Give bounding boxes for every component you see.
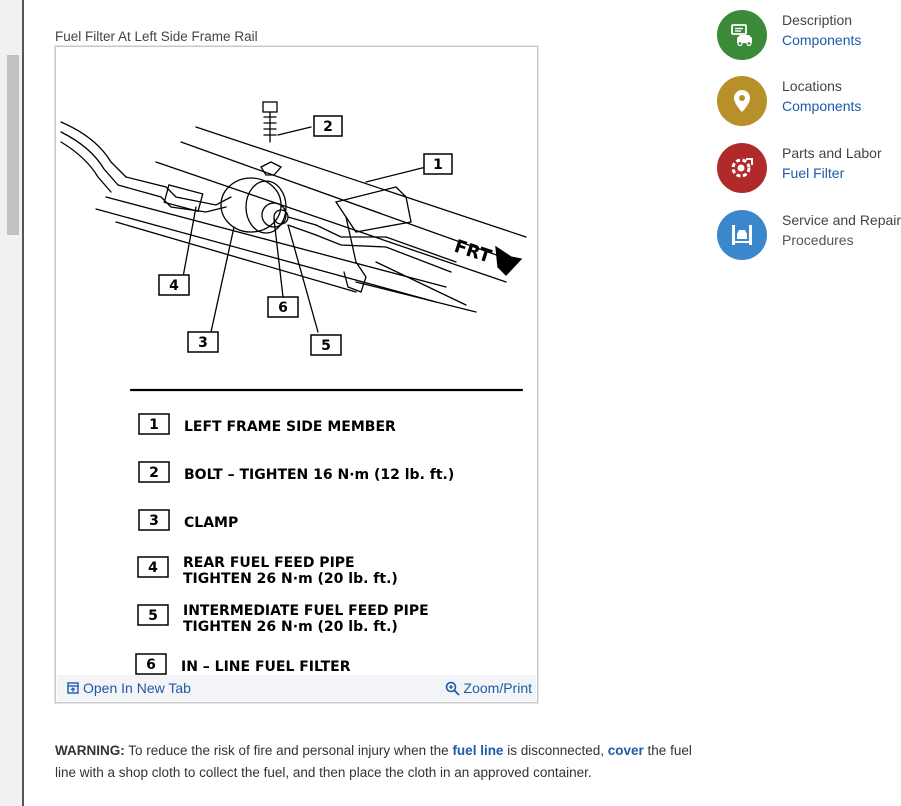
location-pin-icon <box>717 76 767 126</box>
legend-item-3 <box>139 510 238 531</box>
sidebar-sub-service-repair[interactable]: Procedures <box>782 232 854 248</box>
svg-text:REAR FUEL FEED PIPE: REAR FUEL FEED PIPE <box>183 555 355 571</box>
car-lift-icon <box>717 210 767 260</box>
figure-frame <box>55 46 538 703</box>
sidebar-item-parts-labor[interactable] <box>717 143 882 195</box>
callout-2: 2 <box>323 119 333 135</box>
svg-text:BOLT – TIGHTEN 16 N·m (12 lb: BOLT – TIGHTEN 16 N·m (12 lb. ft.) <box>184 467 455 483</box>
fuel-filter-diagram <box>56 47 537 675</box>
left-divider <box>22 0 24 806</box>
frt-label: FRT <box>451 235 494 268</box>
sidebar-item-description[interactable] <box>717 10 862 62</box>
fuel-line-link[interactable]: fuel line <box>452 743 504 758</box>
sidebar-item-service-repair[interactable] <box>717 210 901 262</box>
warning-text-1: To reduce the risk of fire and personal injury when the <box>124 743 453 758</box>
svg-text:3: 3 <box>149 513 159 529</box>
warning-text-3: the fuel line with a shop cloth to collect the fuel, and then place the cloth in an approved container. <box>55 743 692 780</box>
sidebar-sub-description[interactable]: Components <box>782 32 862 48</box>
svg-text:TIGHTEN 26 N·m (20 lb. ft.): TIGHTEN 26 N·m (20 lb. ft.) <box>183 619 398 635</box>
callout-5: 5 <box>321 338 331 354</box>
legend-item-5 <box>138 603 429 635</box>
cover-link[interactable]: cover <box>607 743 644 758</box>
open-in-new-tab-link[interactable] <box>67 680 191 696</box>
svg-text:LEFT FRAME SIDE MEMBER: LEFT FRAME SIDE MEMBER <box>184 419 396 435</box>
legend-item-2 <box>139 462 454 483</box>
figure-toolbar <box>57 675 536 701</box>
legend-item-6 <box>136 654 351 675</box>
sidebar-sub-parts-labor[interactable]: Fuel Filter <box>782 165 845 181</box>
svg-text:TIGHTEN 26 N·m (20 lb. ft.): TIGHTEN 26 N·m (20 lb. ft.) <box>183 571 398 587</box>
warning-keyword: WARNING: <box>55 743 125 758</box>
open-in-new-tab-label: Open In New Tab <box>83 680 191 696</box>
callout-4: 4 <box>169 278 179 294</box>
legend-item-4 <box>138 555 398 587</box>
zoom-icon <box>445 681 460 696</box>
callout-3: 3 <box>198 335 208 351</box>
svg-text:1: 1 <box>149 417 159 433</box>
svg-text:4: 4 <box>148 560 158 576</box>
svg-text:2: 2 <box>149 465 159 481</box>
legend-item-1 <box>139 414 396 435</box>
sidebar-item-locations[interactable] <box>717 76 862 128</box>
svg-text:6: 6 <box>146 657 156 673</box>
open-tab-icon <box>67 682 79 694</box>
callout-6: 6 <box>278 300 288 316</box>
car-description-icon <box>717 10 767 60</box>
figure-caption: Fuel Filter At Left Side Frame Rail <box>55 29 258 44</box>
warning-text-2: is disconnected, <box>503 743 608 758</box>
parts-gear-icon <box>717 143 767 193</box>
svg-text:INTERMEDIATE FUEL FEED PIPE: INTERMEDIATE FUEL FEED PIPE <box>183 603 429 619</box>
scrollbar-thumb[interactable] <box>7 55 19 235</box>
svg-text:IN – LINE FUEL FILTER: IN – LINE FUEL FILTER <box>181 659 351 675</box>
svg-text:CLAMP: CLAMP <box>184 515 239 531</box>
warning-paragraph <box>55 740 695 784</box>
zoom-print-label: Zoom/Print <box>463 680 532 696</box>
svg-text:5: 5 <box>148 608 158 624</box>
sidebar-title-parts-labor: Parts and Labor <box>782 145 882 161</box>
sidebar-title-locations: Locations <box>782 78 842 94</box>
sidebar-sub-locations[interactable]: Components <box>782 98 862 114</box>
sidebar-title-service-repair: Service and Repair <box>782 212 901 228</box>
zoom-print-link[interactable] <box>445 680 532 696</box>
sidebar-title-description: Description <box>782 12 853 28</box>
callout-1: 1 <box>433 157 443 173</box>
